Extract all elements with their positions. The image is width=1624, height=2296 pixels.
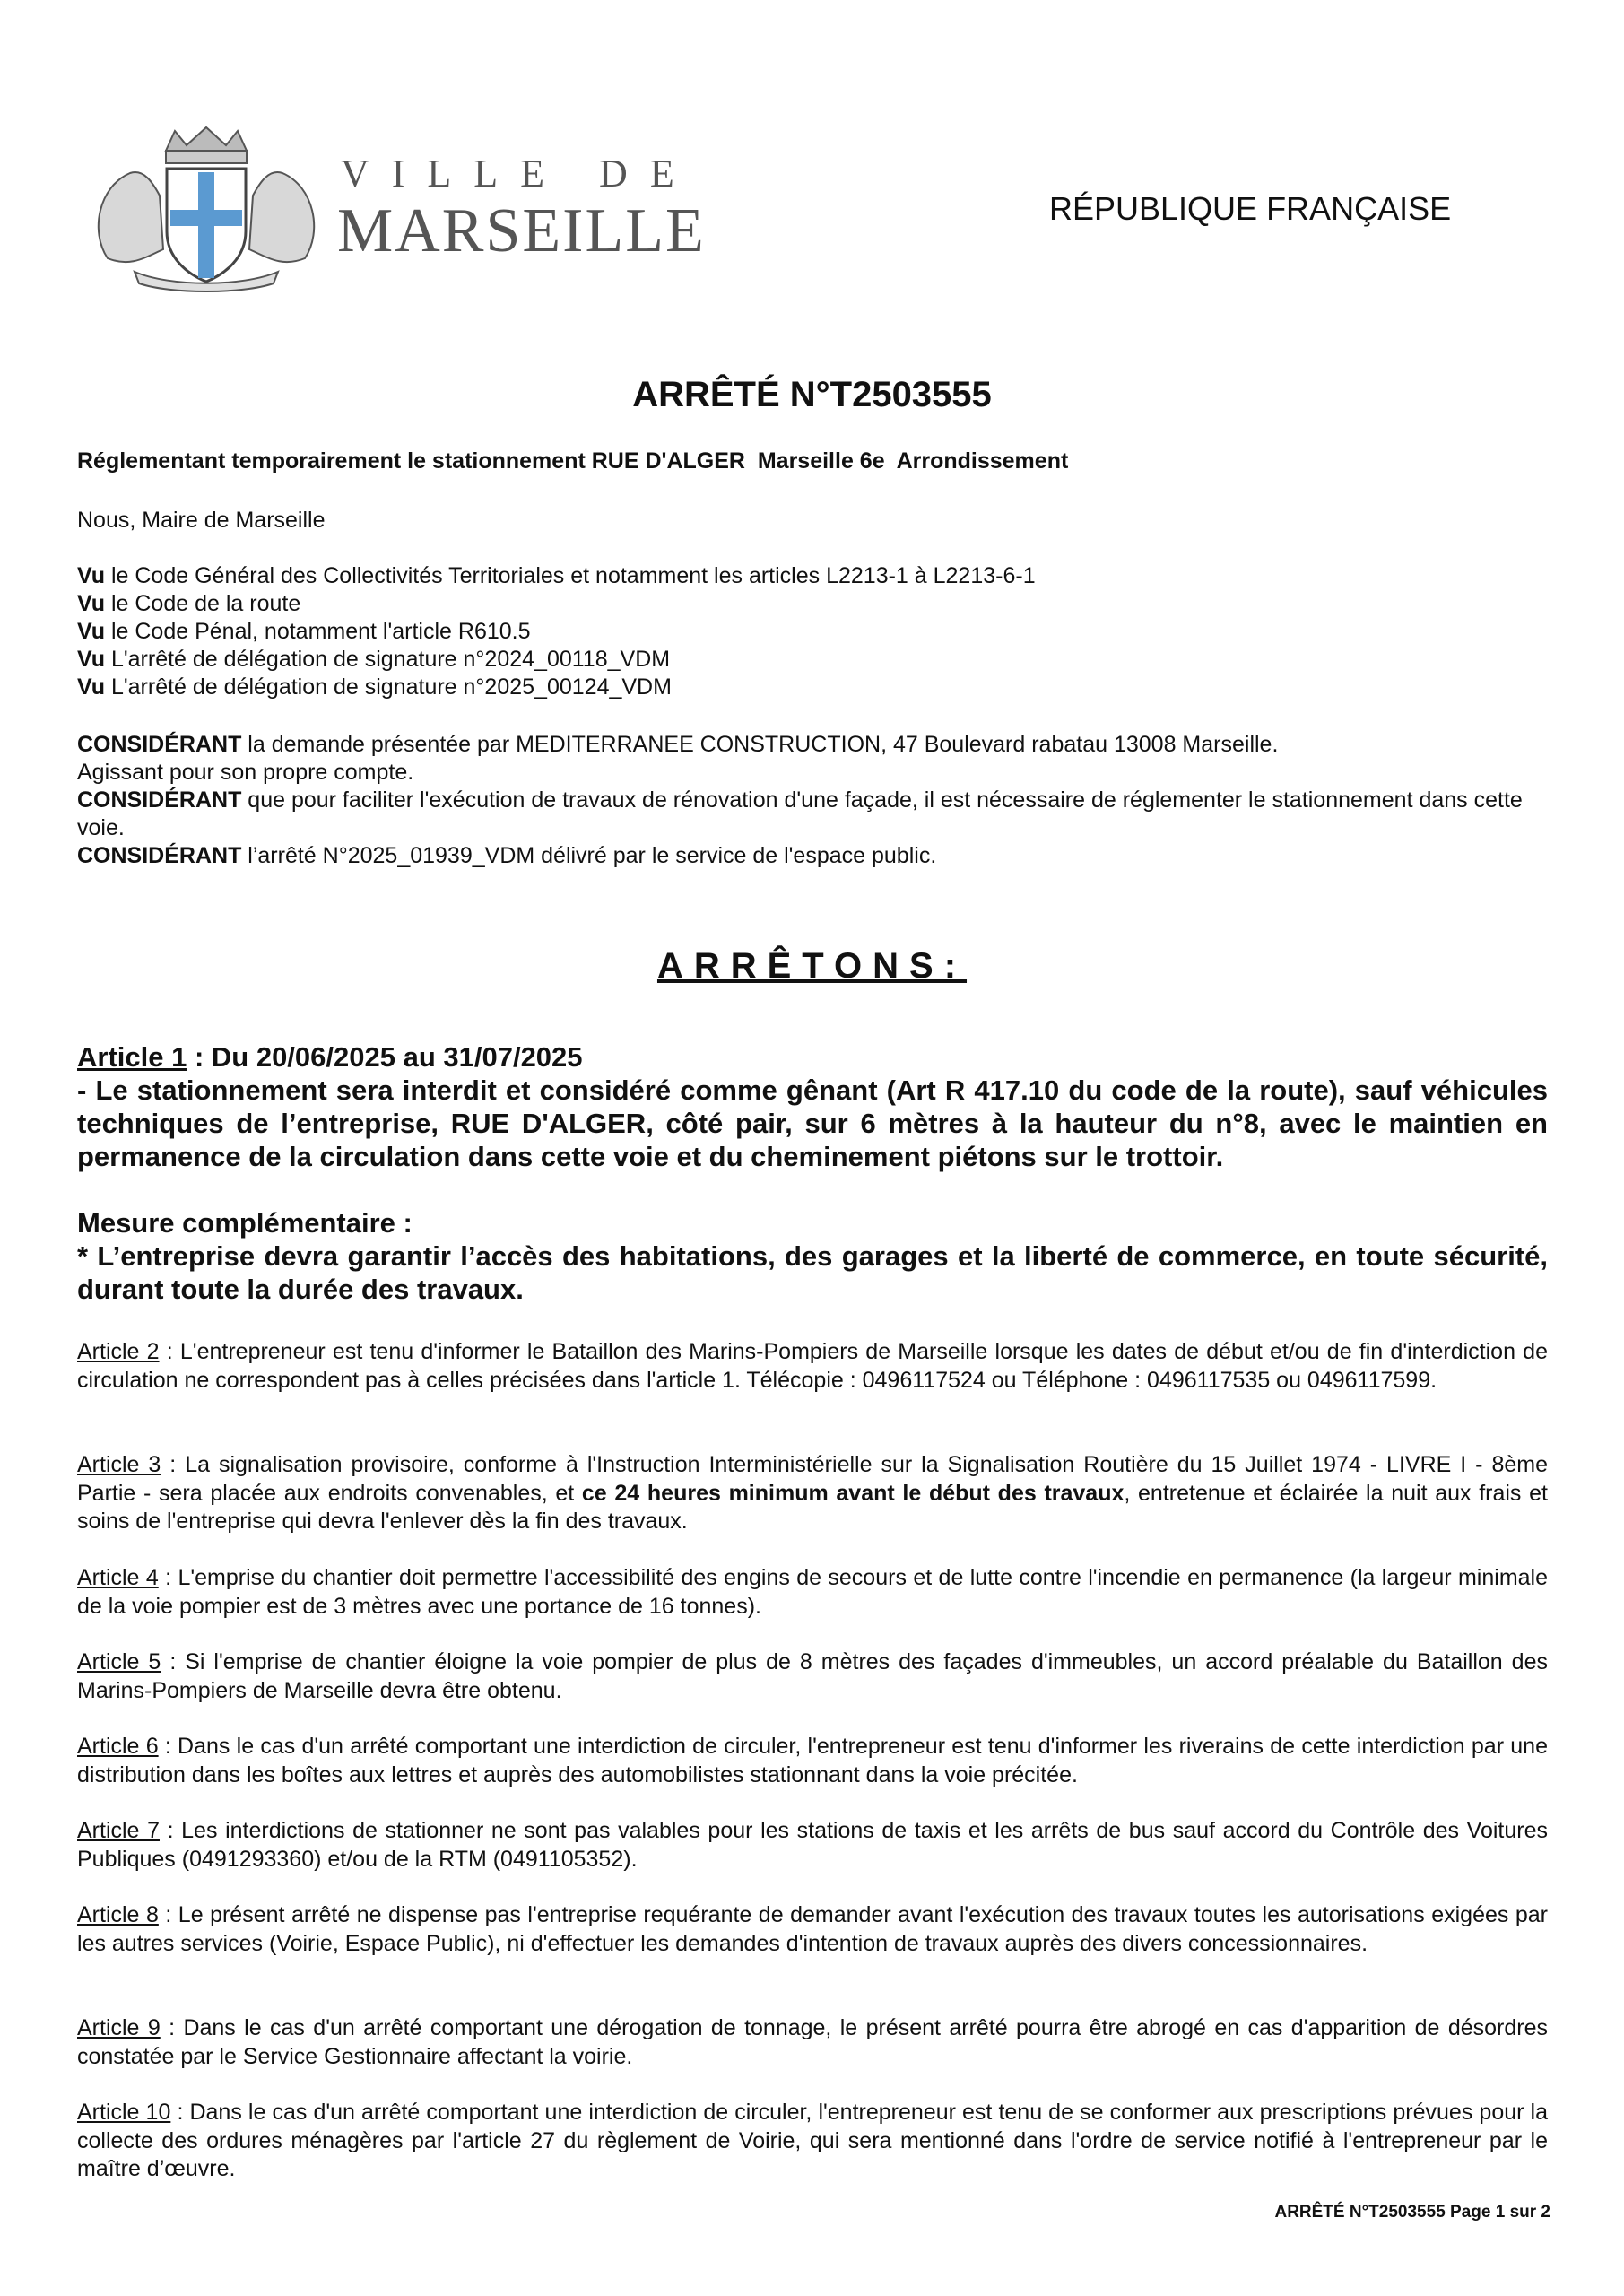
article-text: : Si l'emprise de chantier éloigne la voie pompier de plus de 8 mètres des façades d'immeubles, un accord préalable du Bataillon des Marins-Pompiers de Marseille devra être obtenu. xyxy=(77,1649,1548,1703)
considerant-label: CONSIDÉRANT xyxy=(77,787,242,813)
vu-text: le Code Pénal, notamment l'article R610.5 xyxy=(105,619,531,644)
coat-of-arms-icon xyxy=(81,124,332,294)
article-text: : Les interdictions de stationner ne sont pas valables pour les stations de taxis et les arrêts de bus sauf accord du Contrôle des Voitures Publiques (0491293360) et/ou de la RTM (0491105352). xyxy=(77,1818,1548,1872)
vu-item xyxy=(77,590,1548,618)
considerants xyxy=(77,731,1548,870)
vu-item xyxy=(77,618,1548,646)
article-text: : Dans le cas d'un arrêté comportant une dérogation de tonnage, le présent arrêté pourra être abrogé en cas d'apparition de désordres constatée par le Service Gestionnaire affectant la voirie. xyxy=(77,2015,1549,2069)
article-text: : Dans le cas d'un arrêté comportant une interdiction de circuler, l'entrepreneur est tenu de se conformer aux prescriptions prévues pour la collecte des ordures ménagères par l'article 27 du règlement de Voirie, qui sera mentionné dans l'ordre de service notifié à l'entrepreneur par le maître d’œuvre. xyxy=(77,2100,1548,2181)
republique-francaise-heading: RÉPUBLIQUE FRANÇAISE xyxy=(1049,190,1452,227)
logo-text-ville-de: VILLE DE xyxy=(341,152,697,196)
ville-de-marseille-logo xyxy=(81,124,706,294)
article-text: , entretenue et éclairée la nuit aux frais et soins de l'entreprise qui devra l'enlever dès la fin des travaux. xyxy=(77,1480,1548,1534)
considerant-1 xyxy=(77,731,1548,759)
vu-item xyxy=(77,562,1548,590)
article-label: Article 5 xyxy=(77,1649,161,1674)
arretons-heading: ARRÊTONS: xyxy=(656,946,968,986)
article-1-dates: : Du 20/06/2025 au 31/07/2025 xyxy=(187,1041,583,1073)
vu-label: Vu xyxy=(77,647,106,672)
considerant-2 xyxy=(77,787,1548,842)
article-label: Article 1 xyxy=(77,1041,187,1073)
vu-text: le Code Général des Collectivités Territoriales et notamment les articles L2213-1 à L2213-6-1 xyxy=(105,563,1036,588)
article-6 xyxy=(77,1733,1548,1789)
page-footer: ARRÊTÉ N°T2503555 Page 1 sur 2 xyxy=(1274,2203,1550,2222)
article-label: Article 4 xyxy=(77,1565,159,1590)
article-8 xyxy=(77,1901,1548,1958)
considerant-text: l’arrêté N°2025_01939_VDM délivré par le service de l'espace public. xyxy=(241,843,937,868)
article-label: Article 9 xyxy=(77,2015,161,2040)
mesure-complementaire xyxy=(77,1206,1548,1306)
article-label: Article 7 xyxy=(77,1818,160,1843)
article-text-bold: ce 24 heures minimum avant le début des travaux xyxy=(581,1480,1125,1506)
nous-maire: Nous, Maire de Marseille xyxy=(77,508,326,533)
article-text: : L'entrepreneur est tenu d'informer le Bataillon des Marins-Pompiers de Marseille lorsque les dates de début et/ou de fin d'interdiction de circulation ne correspondent pas à celles précisées dans l'article 1. Télécopie : 0496117524 ou Téléphone : 0496117535 ou 0496117599. xyxy=(77,1339,1548,1393)
article-9 xyxy=(77,2014,1548,2071)
considerant-3 xyxy=(77,842,1548,870)
vu-list xyxy=(77,562,1548,701)
vu-text: le Code de la route xyxy=(105,591,301,616)
article-1 xyxy=(77,1040,1548,1173)
considerant-1-extra: Agissant pour son propre compte. xyxy=(77,760,414,785)
article-3 xyxy=(77,1451,1548,1536)
vu-text: L'arrêté de délégation de signature n°2025_00124_VDM xyxy=(105,674,672,700)
article-text: : L'emprise du chantier doit permettre l'accessibilité des engins de secours et de lutte contre l'incendie en permanence (la largeur minimale de la voie pompier est de 3 mètres avec une portance de 16 tonnes). xyxy=(77,1565,1549,1619)
mesure-text: * L’entreprise devra garantir l’accès des habitations, des garages et la liberté de commerce, en toute sécurité, durant toute la durée des travaux. xyxy=(77,1240,1548,1305)
subtitle: Réglementant temporairement le stationnement RUE D'ALGER Marseille 6e Arrondissement xyxy=(77,448,1069,474)
logo-text-marseille: MARSEILLE xyxy=(337,196,706,265)
vu-text: L'arrêté de délégation de signature n°2024_00118_VDM xyxy=(105,647,671,672)
article-label: Article 6 xyxy=(77,1734,159,1759)
mesure-heading: Mesure complémentaire : xyxy=(77,1207,413,1239)
considerant-label: CONSIDÉRANT xyxy=(77,843,242,868)
vu-label: Vu xyxy=(77,591,106,616)
article-2 xyxy=(77,1338,1548,1395)
article-4 xyxy=(77,1564,1548,1621)
article-5 xyxy=(77,1648,1548,1705)
vu-label: Vu xyxy=(77,674,106,700)
article-1-text: - Le stationnement sera interdit et considéré comme gênant (Art R 417.10 du code de la route), sauf véhicules techniques de l’entreprise, RUE D'ALGER, côté pair, sur 6 mètres à la hauteur du n°8, avec le maintien en permanence de la circulation dans cette voie et du cheminement piétons sur le trottoir. xyxy=(77,1074,1548,1172)
article-text: : La signalisation provisoire, conforme à l'Instruction Interministérielle sur la Signalisation Routière du 15 Juillet 1974 - LIVRE I - 8ème Partie - sera placée aux endroits convenables, et xyxy=(77,1452,1548,1506)
article-7 xyxy=(77,1817,1548,1874)
article-label: Article 2 xyxy=(77,1339,160,1364)
article-label: Article 10 xyxy=(77,2100,171,2125)
considerant-text: que pour faciliter l'exécution de travaux de rénovation d'une façade, il est nécessaire de réglementer le stationnement dans cette voie. xyxy=(77,787,1523,840)
article-label: Article 8 xyxy=(77,1902,159,1927)
vu-label: Vu xyxy=(77,563,106,588)
article-10 xyxy=(77,2099,1548,2184)
article-text: : Le présent arrêté ne dispense pas l'entreprise requérante de demander avant l'exécution des travaux toutes les autorisations exigées par les autres services (Voirie, Espace Public), ni d'effectuer les demandes d'intention de travaux auprès des divers concessionnaires. xyxy=(77,1902,1548,1956)
vu-item xyxy=(77,646,1548,674)
article-1-heading xyxy=(77,1040,1548,1074)
page-title: ARRÊTÉ N°T2503555 xyxy=(632,375,992,414)
vu-item xyxy=(77,674,1548,701)
article-text: : Dans le cas d'un arrêté comportant une interdiction de circuler, l'entrepreneur est tenu d'informer les riverains de cette interdiction par une distribution dans les boîtes aux lettres et auprès des automobilistes stationnant dans la voie précitée. xyxy=(77,1734,1548,1787)
article-label: Article 3 xyxy=(77,1452,161,1477)
considerant-label: CONSIDÉRANT xyxy=(77,732,242,757)
considerant-text: la demande présentée par MEDITERRANEE CONSTRUCTION, 47 Boulevard rabatau 13008 Marseille. xyxy=(241,732,1279,757)
vu-label: Vu xyxy=(77,619,106,644)
